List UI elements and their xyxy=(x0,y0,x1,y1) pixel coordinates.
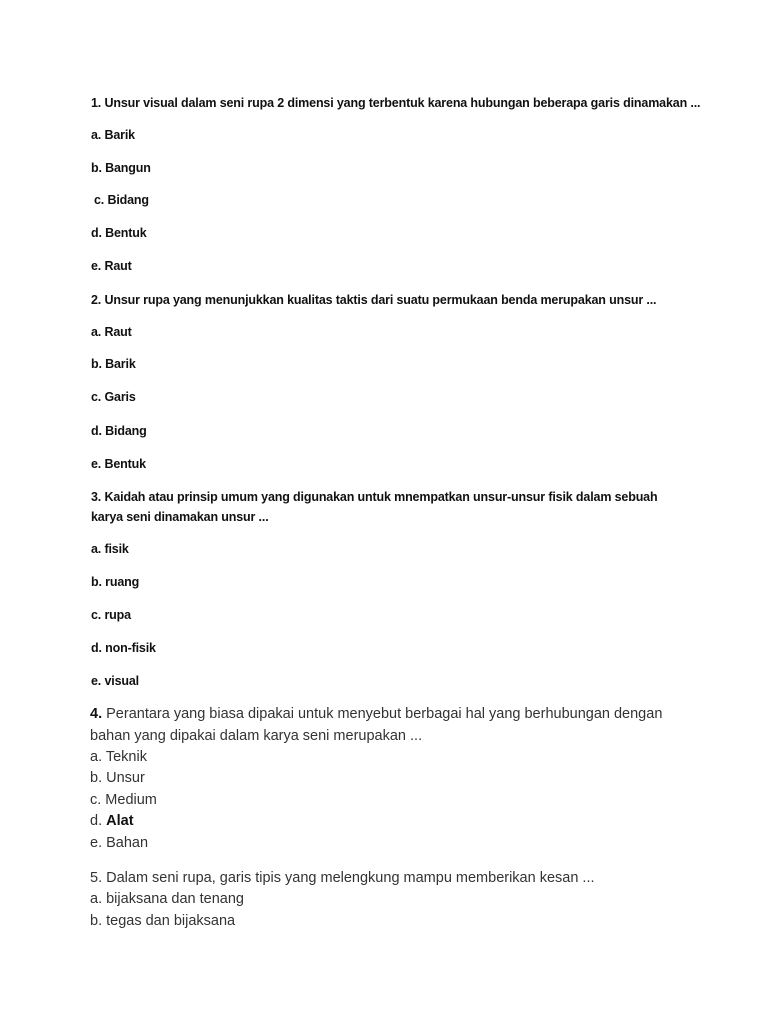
question-4-option-d-letter: d. xyxy=(90,813,103,829)
question-5-option-a: a. bijaksana dan tenang xyxy=(90,891,244,907)
question-2-option-b: b. Barik xyxy=(91,357,136,371)
question-3-option-a: a. fisik xyxy=(91,542,129,556)
question-4-option-d-answer: Alat xyxy=(106,813,134,829)
question-5-number: 5. xyxy=(90,870,103,886)
question-2-number: 2. xyxy=(91,293,102,307)
question-1-text: Unsur visual dalam seni rupa 2 dimensi yang terbentuk karena hubungan beberapa garis dinamakan ... xyxy=(104,96,701,110)
question-5 xyxy=(90,868,595,890)
question-1-option-b: b. Bangun xyxy=(91,161,151,175)
question-3 xyxy=(91,487,691,527)
question-4-option-d xyxy=(90,811,134,833)
question-5-text: Dalam seni rupa, garis tipis yang melengkung mampu memberikan kesan ... xyxy=(106,870,595,886)
question-2-option-d: d. Bidang xyxy=(91,424,147,438)
question-2 xyxy=(91,290,656,310)
question-1 xyxy=(91,93,700,113)
question-4-option-a: a. Teknik xyxy=(90,749,147,765)
question-5-option-b: b. tegas dan bijaksana xyxy=(90,913,236,929)
question-4-option-c: c. Medium xyxy=(90,792,157,808)
question-3-option-d: d. non-fisik xyxy=(91,641,156,655)
question-3-option-e: e. visual xyxy=(91,674,139,688)
question-4-text: Perantara yang biasa dipakai untuk menyebut berbagai hal yang berhubungan dengan bahan yang dipakai dalam karya seni merupakan ... xyxy=(90,706,663,744)
question-1-option-a: a. Barik xyxy=(91,128,135,142)
question-3-text: Kaidah atau prinsip umum yang digunakan untuk mnempatkan unsur-unsur fisik dalam sebuah karya seni dinamakan unsur ... xyxy=(91,490,658,524)
question-4-option-b: b. Unsur xyxy=(90,770,145,786)
question-4-option-e: e. Bahan xyxy=(90,835,149,851)
question-1-number: 1. xyxy=(91,96,102,110)
question-2-text: Unsur rupa yang menunjukkan kualitas taktis dari suatu permukaan benda merupakan unsur ... xyxy=(104,293,657,307)
question-3-number: 3. xyxy=(91,490,102,504)
question-1-option-d: d. Bentuk xyxy=(91,226,147,240)
question-4-number: 4. xyxy=(90,706,103,722)
question-2-option-c: c. Garis xyxy=(91,390,136,404)
question-3-option-c: c. rupa xyxy=(91,608,131,622)
question-4 xyxy=(90,704,690,747)
question-1-option-c: c. Bidang xyxy=(94,193,149,207)
question-2-option-e: e. Bentuk xyxy=(91,457,146,471)
question-1-option-e: e. Raut xyxy=(91,259,132,273)
question-3-option-b: b. ruang xyxy=(91,575,140,589)
question-2-option-a: a. Raut xyxy=(91,325,132,339)
